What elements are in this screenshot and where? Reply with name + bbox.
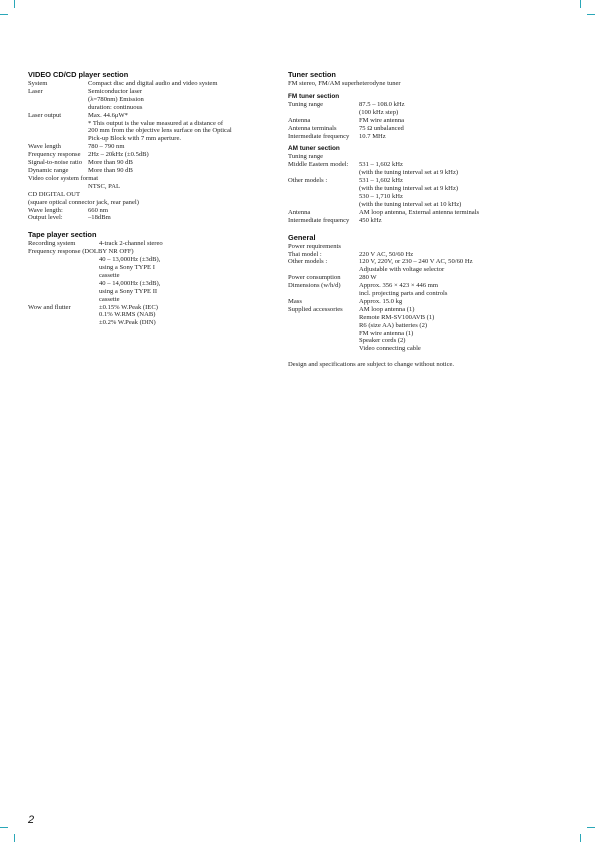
spec-value: 75 Ω unbalanced [359,124,404,132]
spec-value: 200 mm from the objective lens surface on the Optical [88,127,232,135]
spec-label: Tuning range [288,100,324,108]
spec-values [359,298,402,306]
spec-values [359,101,405,117]
spec-value: duration: continuous [88,103,143,111]
spec-value: Pick-up Block with 7 mm aperture. [88,135,182,143]
spec-row [28,80,278,88]
spec-value: More than 90 dB [88,159,133,167]
wow-row [28,304,278,328]
spec-value: 450 kHz [359,216,382,224]
am-tuning-label: Tuning range [288,153,324,161]
tuner-title: Tuner section [288,70,336,79]
spec-values [359,161,458,177]
spec-value: 531 – 1,602 kHz [359,161,403,169]
spec-label: Dimensions (w/h/d) [288,282,341,290]
tape-title: Tape player section [28,230,97,240]
spec-values [359,258,473,274]
recording-row [28,240,278,248]
spec-label: Other models : [288,177,328,185]
spec-value: 220 V AC, 50/60 Hz [359,250,414,258]
spec-label: Laser output [28,111,62,119]
am-specs [288,161,578,224]
spec-row [28,207,278,215]
spec-label: Antenna [288,116,311,124]
spec-values [88,80,217,88]
spec-label: Intermediate frequency [288,132,350,140]
wow-label: Wow and flutter [28,303,71,311]
video-cd-title: VIDEO CD/CD player section [28,70,129,79]
power-req-label: Power requirements [288,242,341,250]
spec-row [288,133,578,141]
spec-values [88,167,133,175]
spec-row [288,177,578,209]
spec-value: cassette [99,295,120,303]
spec-value: (with the tuning interval set at 9 kHz) [359,185,459,193]
spec-value: –18dBm [88,214,111,222]
crop-mark-bottom-left-h [0,827,8,828]
spec-values [359,177,461,209]
spec-row [288,101,578,117]
spec-value: (100 kHz step) [359,108,399,116]
spec-value: 40 – 13,000Hz (±3dB), [99,256,161,264]
spec-label: Wave length [28,143,61,151]
spec-value: Adjustable with voltage selector [359,266,445,274]
spec-value: 530 – 1,710 kHz [359,192,403,200]
video-cd-section [28,70,278,222]
general-specs [288,251,578,354]
spec-row [288,258,578,274]
spec-row [28,151,278,159]
spec-label: Middle Eastern model: [288,161,349,169]
spec-row [288,217,578,225]
spec-label: Frequency response [28,151,81,159]
spec-value: 780 – 790 nm [88,143,125,151]
general-footnote: Design and specifications are subject to change without notice. [288,361,455,369]
spec-value: R6 (size AA) batteries (2) [359,321,428,329]
crop-mark-bottom-left [14,834,15,842]
spec-value: 280 W [359,274,377,282]
spec-value: * This output is the value measured at a distance of [88,119,224,127]
spec-row [28,88,278,112]
spec-values [359,117,404,125]
spec-label: Laser [28,87,43,95]
spec-label: Supplied accessories [288,305,343,313]
tuner-section [288,70,578,225]
spec-row [288,274,578,282]
spec-value: 40 – 14,000Hz (±3dB), [99,279,161,287]
spec-value: using a Sony TYPE I [99,264,155,272]
crop-mark-top-left [14,0,15,8]
fm-specs [288,101,578,141]
left-column [28,70,278,335]
spec-row [288,209,578,217]
spec-values [88,151,149,159]
spec-value: AM loop antenna, External antenna terminals [359,208,480,216]
spec-value: Approx. 356 × 423 × 446 mm [359,282,439,290]
crop-mark-bottom-right-h [587,827,595,828]
spec-value: 10.7 MHz [359,132,386,140]
recording-value: 4-track 2-channel stereo [99,240,163,248]
spec-value: 120 V, 220V, or 230 – 240 V AC, 50/60 Hz [359,258,473,266]
freq-label: Frequency response (DOLBY NR OFF) [28,248,134,256]
spec-row [28,112,278,144]
spec-label: Thai model : [288,250,322,258]
spec-value: 2Hz – 20kHz (±0.5dB) [88,151,149,159]
spec-values [88,159,133,167]
spec-row [288,161,578,177]
spec-value: 0.1% W.RMS (NAB) [99,311,156,319]
spec-values [359,133,386,141]
spec-value: 531 – 1,602 kHz [359,177,403,185]
spec-row [28,214,278,222]
tuner-description: FM stereo, FM/AM superheterodyne tuner [288,80,401,87]
spec-value: FM wire antenna (1) [359,329,414,337]
spec-row [28,159,278,167]
spec-value: FM wire antenna [359,116,405,124]
spec-label: System [28,80,48,87]
color-system-value: NTSC, PAL [88,182,121,190]
spec-value: Approx. 15.0 kg [359,297,403,305]
spec-row [288,125,578,133]
spec-row [28,167,278,175]
color-system-label: Video color system format [28,174,99,182]
general-title: General [288,232,316,242]
spec-value: Max. 44.6μW* [88,111,128,119]
spec-value: 660 nm [88,206,108,214]
spec-value: (with the tuning interval set at 10 kHz) [359,200,462,208]
tape-section [28,230,278,327]
spec-label: Other models : [288,258,328,266]
spec-value: Speaker cords (2) [359,337,406,345]
spec-values [359,217,382,225]
spec-values [88,207,108,215]
spec-values [359,282,447,298]
crop-mark-top-right [580,0,581,8]
spec-row [28,143,278,151]
spec-value: incl. projecting parts and controls [359,290,448,298]
spec-values [359,251,413,259]
spec-row [288,306,578,353]
am-title: AM tuner section [288,145,340,153]
spec-value: 87.5 – 108.0 kHz [359,100,405,108]
spec-label: Wave length: [28,206,63,214]
spec-label: Output level: [28,214,63,222]
cd-digital-out: CD DIGITAL OUT [28,190,80,198]
recording-label: Recording system [28,240,76,248]
spec-values [88,88,144,112]
spec-label: Antenna [288,208,311,216]
spec-value: Semiconductor laser [88,87,143,95]
spec-value: (λ=780nm) Emission [88,95,144,103]
spec-values [88,214,111,222]
crop-mark-top-left-h [0,14,8,15]
crop-mark-bottom-right [580,834,581,842]
spec-value: cassette [99,271,120,279]
spec-values [359,306,434,353]
spec-row [288,251,578,259]
spec-values [359,125,404,133]
right-column [288,70,578,377]
spec-row [288,282,578,298]
spec-row [288,117,578,125]
spec-value: (with the tuning interval set at 9 kHz) [359,169,459,177]
spec-value: using a Sony TYPE II [99,287,158,295]
spec-label: Signal-to-noise ratio [28,159,83,167]
spec-label: Power consumption [288,274,341,282]
spec-value: Remote RM-SV100AVB (1) [359,313,435,321]
spec-values [88,112,232,144]
spec-label: Mass [288,297,302,305]
spec-values [88,143,124,151]
spec-value: More than 90 dB [88,166,133,174]
spec-values [359,274,377,282]
spec-row [288,298,578,306]
crop-mark-top-right-h [587,14,595,15]
page-number: 2 [28,814,35,826]
spec-value: AM loop antenna (1) [359,305,415,313]
spec-value: Compact disc and digital audio and video system [88,80,218,87]
general-section [288,233,578,370]
tape-freq-values [28,256,278,303]
spec-label: Antenna terminals [288,124,337,132]
video-cd-specs [28,80,278,175]
spec-value: ±0.2% W.Peak (DIN) [99,319,156,327]
fm-title: FM tuner section [288,92,340,100]
spec-value: ±0.15% W.Peak (IEC) [99,303,158,311]
cd-digital-out-note: (square optical connector jack, rear panel) [28,198,139,206]
spec-value: Video connecting cable [359,345,421,353]
spec-values [359,209,479,217]
spec-label: Intermediate frequency [288,216,350,224]
spec-label: Dynamic range [28,166,69,174]
video-cd-out-specs [28,207,278,223]
wow-values [99,304,158,328]
